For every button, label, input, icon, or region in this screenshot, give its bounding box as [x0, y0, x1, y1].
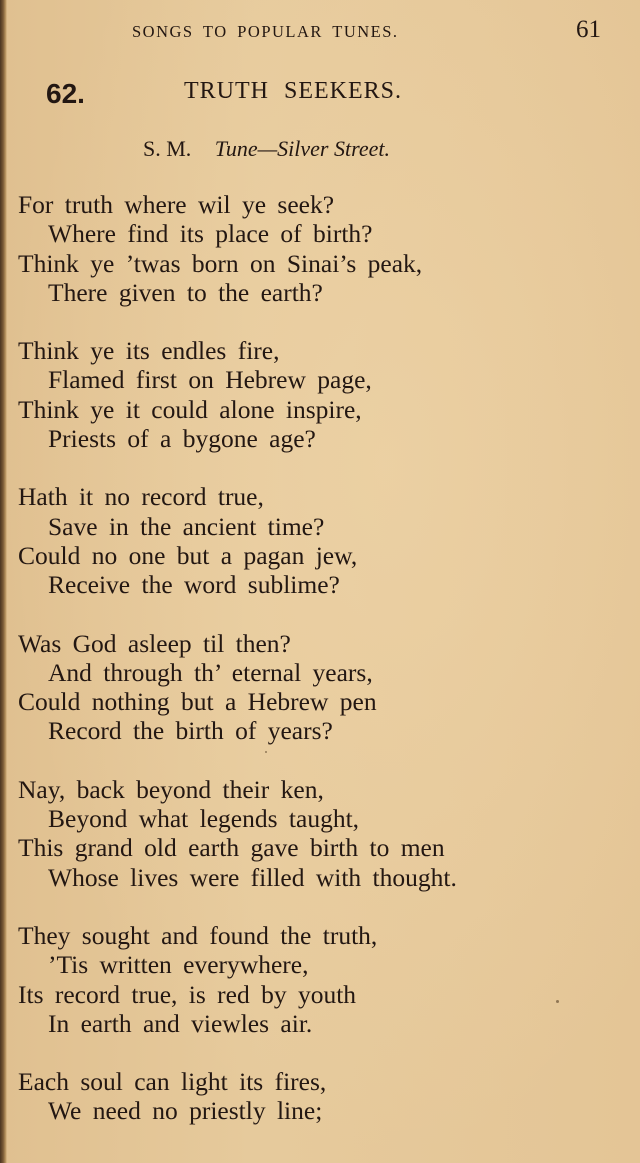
verse-line: Think ye its endles fire, [18, 336, 280, 366]
verse-line: We need no priestly line; [48, 1096, 323, 1126]
verse-line: Its record true, is red by youth [18, 979, 357, 1009]
verse-line: Flamed first on Hebrew page, [48, 365, 372, 395]
verse-line: They sought and found the truth, [18, 920, 378, 950]
verse-line: Record the birth of years? [48, 716, 333, 746]
stanza-1 [18, 190, 457, 307]
verse-line: Save in the ancient time? [48, 511, 325, 541]
verse-line: Think ye ’twas born on Sinai’s peak, [18, 248, 423, 278]
stanza-6 [18, 921, 457, 1038]
verse-line: Priests of a bygone age? [48, 424, 316, 454]
verse-line: Whose lives were filled with thought. [48, 862, 457, 892]
meter-tune-line [143, 136, 390, 162]
stanza-5 [18, 775, 457, 892]
verse-line: ’Tis written everywhere, [48, 950, 309, 980]
hymn-title: TRUTH SEEKERS. [184, 78, 403, 104]
verse-line: And through th’ eternal years, [48, 657, 373, 687]
verse-line: Was God asleep til then? [18, 628, 291, 658]
verse-line: Receive the word sublime? [48, 570, 340, 600]
verse-line: Each soul can light its fires, [18, 1067, 327, 1097]
verse-line: Nay, back beyond their ken, [18, 774, 324, 804]
stanza-7 [18, 1067, 457, 1126]
verse-line: Think ye it could alone inspire, [18, 394, 362, 424]
stanza-2 [18, 336, 457, 453]
verse-line: Could no one but a pagan jew, [18, 540, 358, 570]
page-number: 61 [576, 16, 601, 43]
verse-line: Could nothing but a Hebrew pen [18, 687, 377, 717]
verse-line: Hath it no record true, [18, 482, 264, 512]
verse-line: For truth where wil ye seek? [18, 190, 335, 219]
paper-speck [265, 751, 267, 753]
verse-line: In earth and viewles air. [48, 1008, 313, 1038]
stanza-4 [18, 629, 457, 746]
paper-speck [556, 1000, 559, 1003]
verse-line: This grand old earth gave birth to men [18, 833, 445, 863]
hymn-number: 62. [46, 78, 85, 109]
running-head: SONGS TO POPULAR TUNES. [132, 22, 399, 41]
meter-label: S. M. [143, 136, 192, 161]
page-binding-edge [0, 0, 7, 1163]
hymn-verses [18, 190, 457, 1155]
verse-line: There given to the earth? [48, 277, 323, 307]
verse-line: Where find its place of birth? [48, 219, 373, 249]
verse-line: Beyond what legends taught, [48, 804, 360, 834]
tune-label: Tune—Silver Street. [214, 136, 390, 161]
stanza-3 [18, 482, 457, 599]
